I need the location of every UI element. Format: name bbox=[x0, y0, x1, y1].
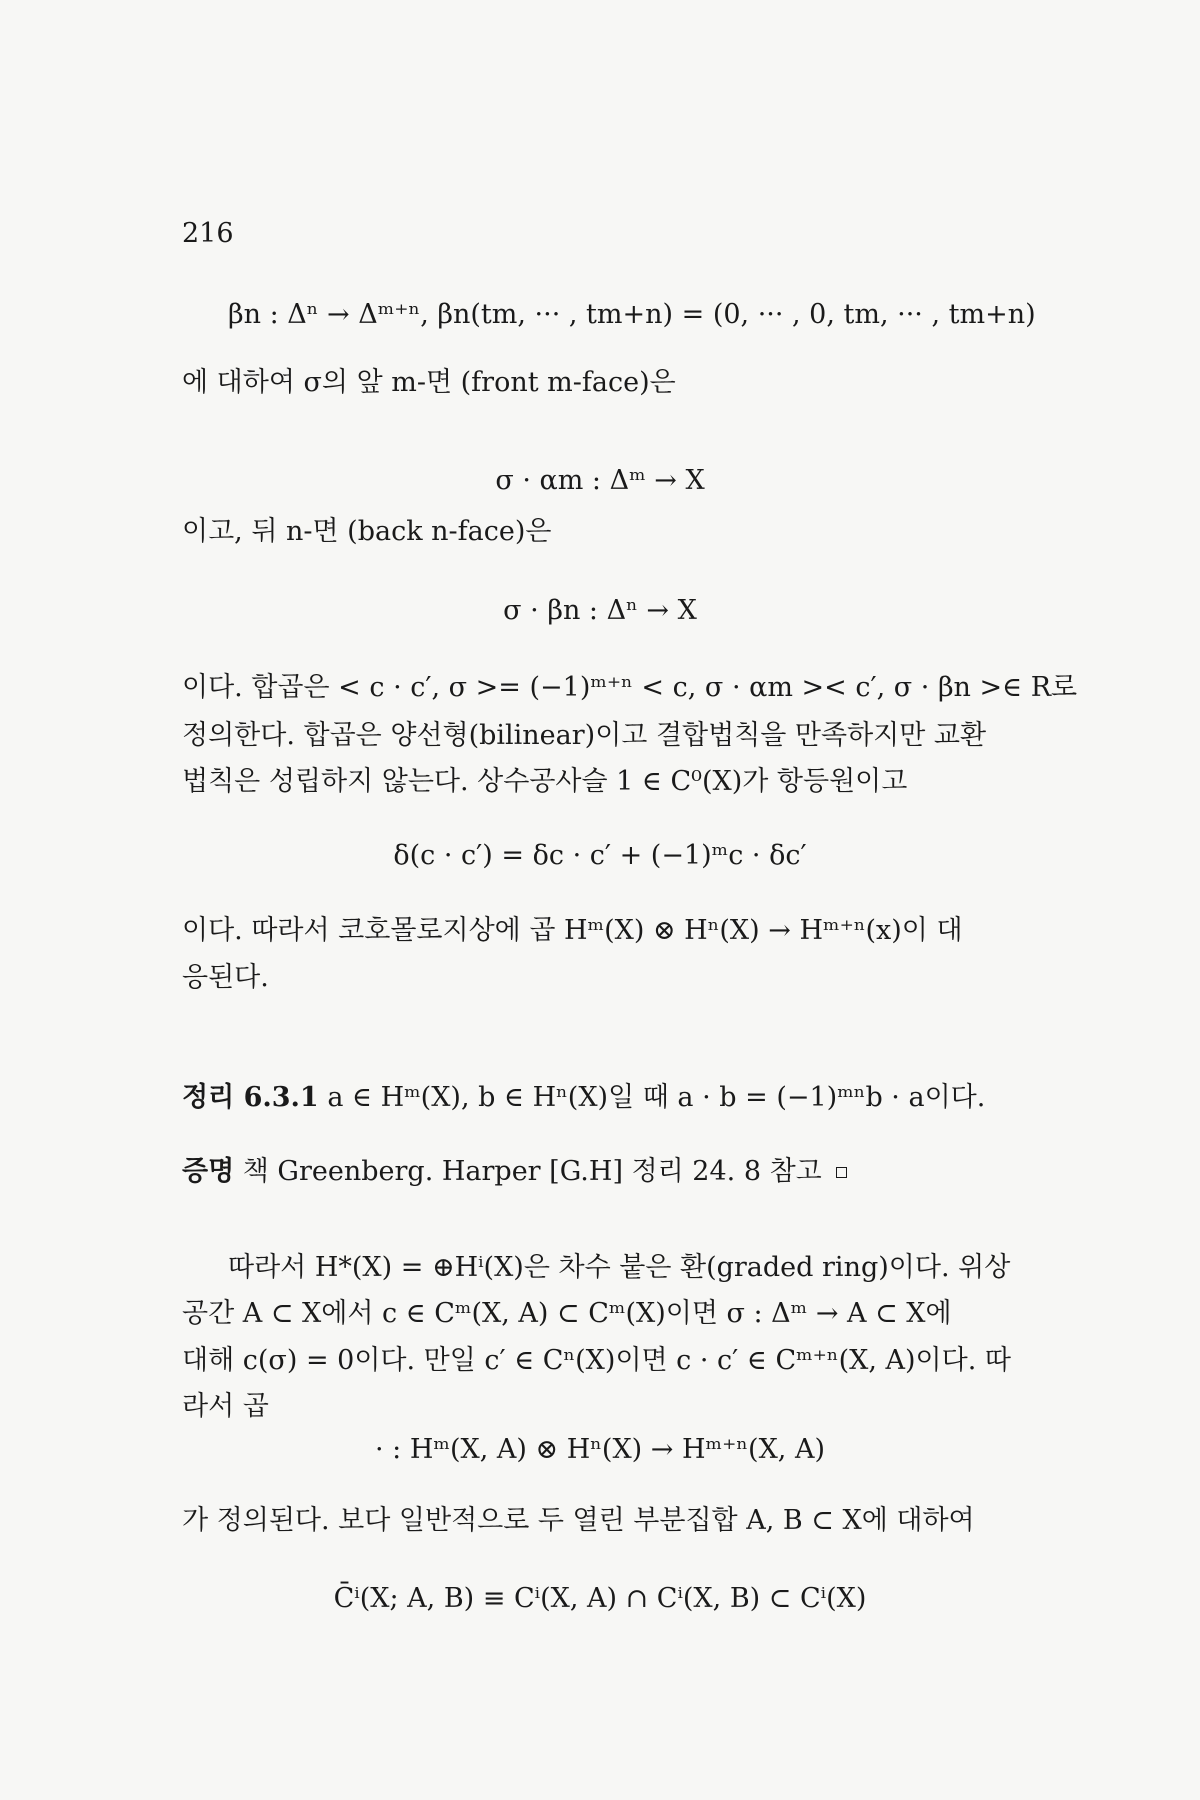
back-face-intro: 이고, 뒤 n-면 (back n-face)은 bbox=[182, 516, 552, 547]
proof-label: 증명 bbox=[182, 1156, 235, 1187]
graded-ring-4: 라서 곱 bbox=[182, 1391, 269, 1422]
cup-product-properties-2: 법칙은 성립하지 않는다. 상수공사슬 1 ∈ C⁰(X)가 항등원이고 bbox=[182, 766, 908, 797]
theorem-label: 정리 6.3.1 bbox=[182, 1082, 319, 1113]
general-open-subsets: 가 정의된다. 보다 일반적으로 두 열린 부분집합 A, B ⊂ X에 대하여 bbox=[182, 1505, 975, 1536]
coboundary-equation: δ(c · c′) = δc · c′ + (−1)ᵐc · δc′ bbox=[393, 840, 807, 871]
relative-cup-equation: · : Hᵐ(X, A) ⊗ Hⁿ(X) → Hᵐ⁺ⁿ(X, A) bbox=[375, 1434, 825, 1465]
graded-ring-2: 공간 A ⊂ X에서 c ∈ Cᵐ(X, A) ⊂ Cᵐ(X)이면 σ : Δᵐ → A ⊂ X에 bbox=[182, 1298, 952, 1329]
back-face-equation: σ · βn : Δⁿ → X bbox=[503, 595, 697, 626]
cbar-equation: C̄ⁱ(X; A, B) ≡ Cⁱ(X, A) ∩ Cⁱ(X, B) ⊂ Cⁱ(X) bbox=[333, 1583, 867, 1614]
graded-ring-1: 따라서 H*(X) = ⊕Hⁱ(X)은 차수 붙은 환(graded ring)이다. 위상 bbox=[228, 1252, 1011, 1283]
cohomology-product-1: 이다. 따라서 코호몰로지상에 곱 Hᵐ(X) ⊗ Hⁿ(X) → Hᵐ⁺ⁿ(x)이 대 bbox=[182, 915, 963, 946]
front-face-equation: σ · αm : Δᵐ → X bbox=[495, 465, 705, 496]
proof bbox=[182, 1154, 847, 1190]
front-face-intro: 에 대하여 σ의 앞 m-면 (front m-face)은 bbox=[182, 367, 676, 398]
cup-product-definition: 이다. 합곱은 < c · c′, σ >= (−1)ᵐ⁺ⁿ < c, σ · αm >< c′, σ · βn >∈ R로 bbox=[182, 672, 1078, 703]
beta-equation: βn : Δⁿ → Δᵐ⁺ⁿ, βn(tm, ··· , tm+n) = (0, ··· , 0, tm, ··· , tm+n) bbox=[228, 299, 1036, 330]
cohomology-product-2: 응된다. bbox=[182, 962, 269, 993]
theorem-body: a ∈ Hᵐ(X), b ∈ Hⁿ(X)일 때 a · b = (−1)ᵐⁿb · a이다. bbox=[327, 1082, 986, 1113]
proof-body: 책 Greenberg. Harper [G.H] 정리 24. 8 참고 bbox=[242, 1156, 822, 1187]
page-number: 216 bbox=[182, 218, 234, 249]
theorem-6-3-1 bbox=[182, 1080, 985, 1116]
cup-product-properties-1: 정의한다. 합곱은 양선형(bilinear)이고 결합법칙을 만족하지만 교환 bbox=[182, 720, 987, 751]
qed-square-icon bbox=[836, 1167, 847, 1178]
graded-ring-3: 대해 c(σ) = 0이다. 만일 c′ ∈ Cⁿ(X)이면 c · c′ ∈ Cᵐ⁺ⁿ(X, A)이다. 따 bbox=[182, 1345, 1011, 1376]
